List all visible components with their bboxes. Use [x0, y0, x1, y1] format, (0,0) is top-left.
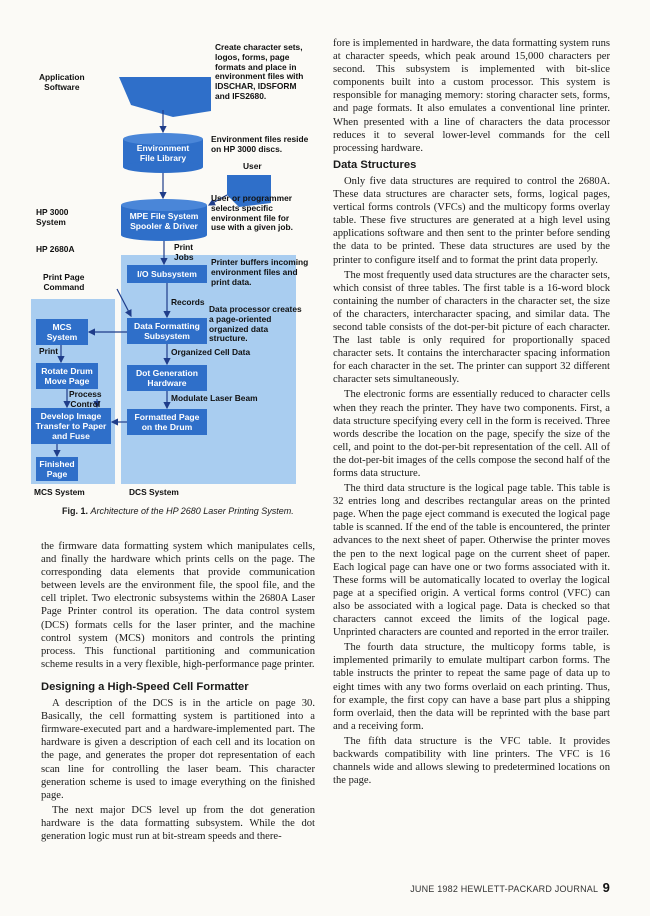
right-paragraph-3: The most frequently used data structures are the character sets, which consist of three tables. The first table is a 16-word block containing the number of characters in the character set, the size of the characters, intercharacter spacing, and similar data. The second table consists of the dot-per-bit picture of each character. The last table is only required for proportionally spaced character sets. It contains the intercharacter spacing information for each character in the set. The printer can support 32 different character sets simultaneously. — [333, 269, 610, 386]
develop-image-text: Develop Image Transfer to Paper and Fuse — [35, 411, 107, 441]
user-label: User — [243, 161, 262, 171]
right-paragraph-4: The electronic forms are essentially reduced to character cells when they reach the printer. They have two components. First, a data structure specifying every cell in the form is received. Three words describe the location on the page, specify the size of the cell, and point to the dot-per-bit representation of the cell. All of the dot-per-bit images of the cells compose the second half of the forms data structure. — [333, 389, 610, 479]
journal-name: JUNE 1982 HEWLETT-PACKARD JOURNAL — [410, 884, 598, 894]
rotate-drum-text: Rotate Drum Move Page — [41, 366, 93, 386]
figure-caption — [62, 506, 294, 516]
right-paragraph-7: The fifth data structure is the VFC table. It provides backwards compatibility with line printers. The VFC is 16 channels wide and allows slewing to predetermined locations on the page. — [333, 735, 610, 787]
architecture-figure — [31, 35, 321, 505]
environment-file-library-text: Environment File Library — [136, 143, 190, 163]
right-paragraph-6: The fourth data structure, the multicopy forms table, is implemented primarily to emulate multipart carbon forms. The table instructs the printer to repeat the same page of data up to eight times with any two forms overlaid on each printing. Thus, for example, the first copy can have a base part plus a shipping form overlaid, then the data will be reprinted with the base part and a receiving form. — [333, 642, 610, 732]
caption-label: Fig. 1. — [62, 506, 89, 516]
left-column — [41, 540, 315, 845]
printer-buffers-note: Printer buffers incoming environment files and print data. — [211, 257, 309, 287]
right-paragraph-1: fore is implemented in hardware, the data formatting system runs at character speeds, which peak around 15,000 characters per second. This subsystem is implemented with bit-slice components built into a custom processor. This system is responsible for managing memory: storing character sets, forms, and page formats. It also emulates a conventional line printer. When presented with a line of characters the data processor reduces it to several lower-level commands for the cell processing hardware. — [333, 38, 610, 154]
application-software-shape — [119, 77, 211, 117]
mcs-system-text: MCS System — [46, 322, 78, 342]
print-jobs-note: Print Jobs — [174, 242, 194, 262]
left-paragraph-1: the firmware data formatting system which manipulates cells, and finally the hardware which prints cells on the page. The corresponding data elements that provide communication between levels are the environment file, the spool file, and the cell triplet. Two electronic subsystems within the 2680A Laser Page Printer control its operation. The data control system (DCS) formats cells for the laser printer, and the machine control system (MCS) monitors and controls the printing process. This functional partitioning and communication scheme results in a very flexible, high-performance page printer. — [41, 541, 315, 670]
right-column — [333, 37, 610, 789]
right-paragraph-5: The third data structure is the logical page table. This table is 32 entries long and describes rectangular areas on the printed page. When the page eject command is executed the logical page table is scanned. If the end of the table is encountered, the printer advances to the next sheet of paper. Otherwise the printer moves the pen to the next logical page on the current sheet of paper. Each logical page can have one or two forms associated with it. These forms will be automatically located to overlay the logical page at a specified origin. A vertical forms control (VFC) can also be associated with a logical page. Data is checked so that characters cannot exceed the limits of the logical page. Unprinted characters are counted and reported in the error trailer. — [333, 483, 610, 639]
dcs-system-footer-label: DCS System — [129, 487, 179, 497]
env-files-reside-note: Environment files reside on HP 3000 discs. — [211, 134, 309, 154]
modulate-laser-beam-note: Modulate Laser Beam — [171, 393, 258, 403]
print-note: Print — [39, 346, 59, 356]
create-char-sets-note: Create character sets, logos, forms, page formats and place in environment files with IDSCHAR, IDSFORM and IFS2680. — [215, 42, 304, 101]
print-page-command-label: Print Page Command — [43, 272, 85, 292]
records-note: Records — [171, 297, 205, 307]
mpe-file-system-text: MPE File System Spooler & Driver — [129, 211, 199, 231]
dot-generation-text: Dot Generation Hardware — [135, 368, 199, 388]
left-paragraph-3: The next major DCS level up from the dot generation hardware is the data formatting subsystem. While the dot generation logic must run at bit-stream speeds and there- — [41, 804, 315, 842]
right-paragraph-2: Only five data structures are required to control the 2680A. These data structures are character sets, forms, logical pages, vertical forms controls (VFCs) and the multicopy forms overlay table. These five structures are generated at a high level using applications software and then sent to the printer before sending the data to be printed. These data structures are used by the printer to configure itself and to format the print data properly. — [333, 175, 610, 266]
finished-page-text: Finished Page — [39, 459, 75, 479]
organized-cell-data-note: Organized Cell Data — [171, 347, 251, 357]
page-number: 9 — [602, 880, 610, 895]
hp2680a-label: HP 2680A — [36, 244, 75, 254]
application-software-label: Application Software — [39, 72, 85, 92]
formatted-page-text: Formatted Page on the Drum — [134, 412, 200, 432]
data-processor-note: Data processor creates a page-oriented organized data structure. — [209, 304, 302, 344]
heading-high-speed-cell-formatter: Designing a High-Speed Cell Formatter — [41, 680, 249, 693]
user-selects-note: User or programmer selects specific environment file for use with a given job. — [211, 193, 293, 233]
left-paragraph-2: A description of the DCS is in the article on page 30. Basically, the cell formatting system is partitioned into a firmware-executed part and a hardware-implemented part. The hardware is given a description of each cell and its location on the page, and generates the proper dot representation of each scan line for controlling the laser beam. This character generation scheme is used to image everything on the finished page. — [41, 698, 315, 801]
heading-data-structures: Data Structures — [333, 158, 417, 171]
process-control-note: Process Control — [69, 389, 102, 409]
mcs-system-footer-label: MCS System — [34, 487, 85, 497]
data-formatting-text: Data Formatting Subsystem — [134, 321, 200, 341]
io-subsystem-text: I/O Subsystem — [137, 269, 197, 279]
caption-text: Architecture of the HP 2680 Laser Printing System. — [90, 506, 294, 516]
hp3000-system-label: HP 3000 System — [36, 207, 69, 227]
page-footer — [410, 880, 610, 895]
